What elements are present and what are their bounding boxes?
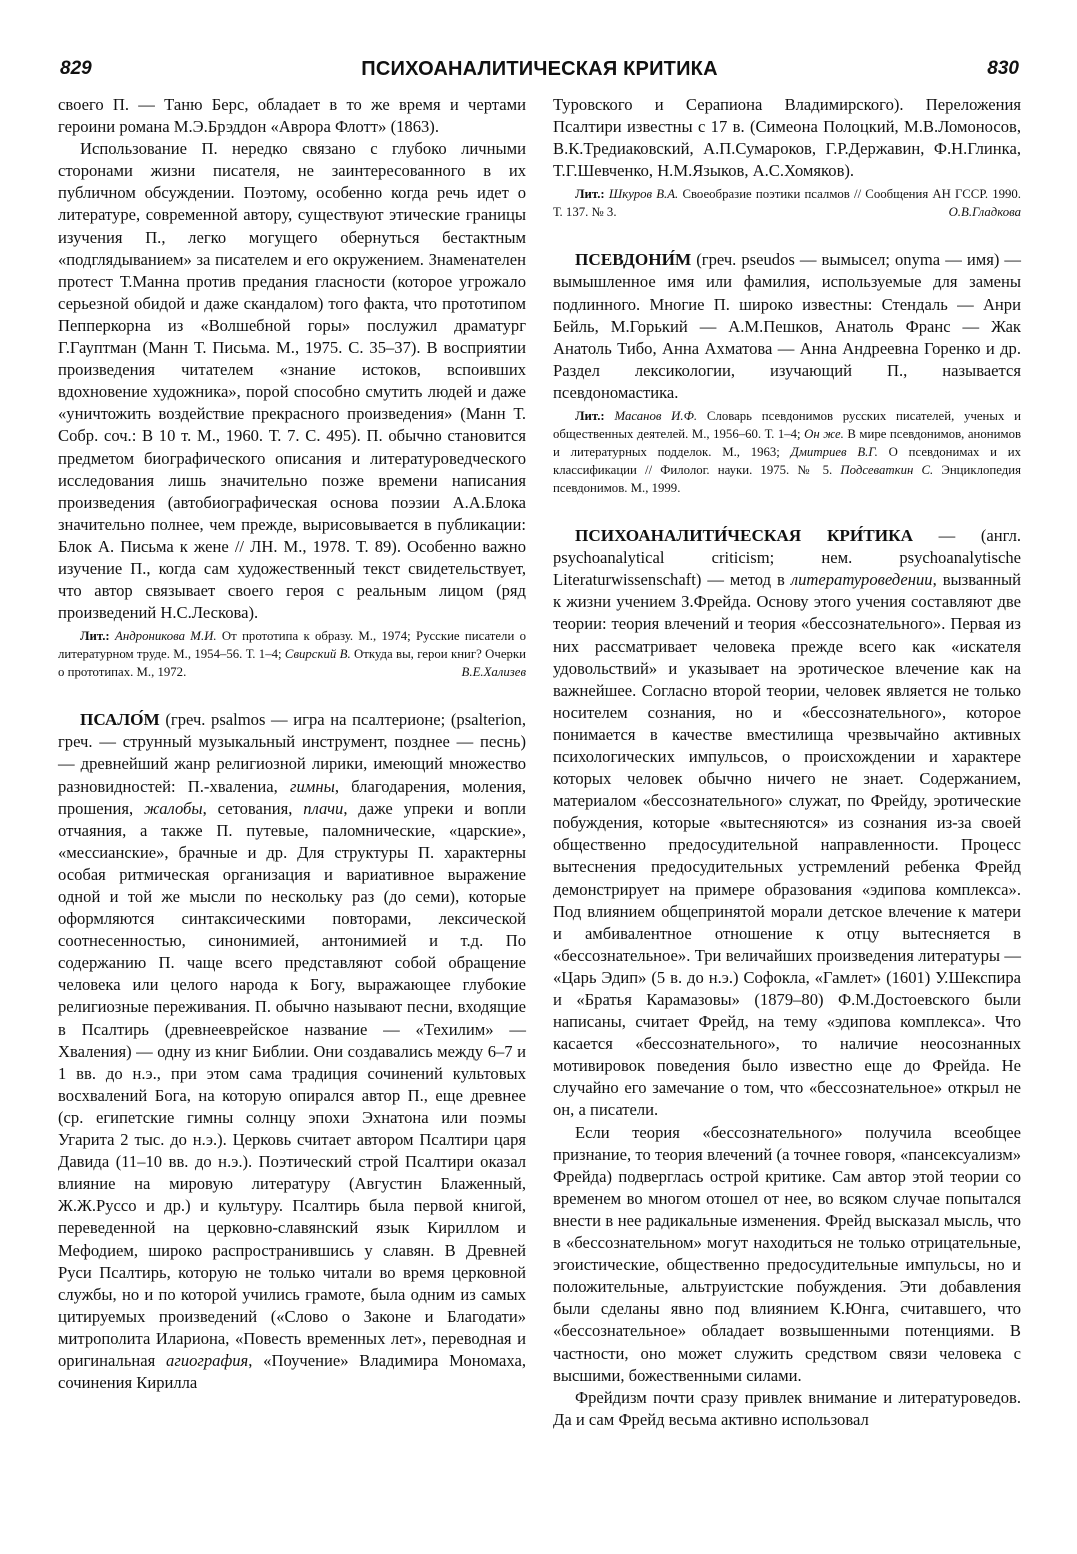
lit-label: Лит.: — [80, 629, 110, 644]
entry-psalom — [58, 709, 526, 1394]
page-number-right: 830 — [987, 58, 1019, 79]
page-number-left: 829 — [60, 58, 92, 79]
lit-author-ref: Он же. — [804, 427, 844, 442]
lit-author-ref: Масанов И.Ф. — [614, 409, 698, 424]
paragraph: своего П. — Таню Берс, обладает в то же время и чертами героини романа М.Э.Брэддон «Аврора Флотт» (1863). — [58, 95, 526, 137]
lit-author-ref: Свирский В. — [284, 647, 351, 662]
entry-text: , сетования, — [202, 798, 304, 818]
right-column — [553, 94, 1021, 1431]
cross-ref: плачи — [303, 798, 344, 818]
headword: ПСЕВДОНИ́М — [575, 250, 692, 270]
cross-ref: жалобы — [144, 798, 203, 818]
entry-text: , «Поучение» Владимира Мономаха, сочинения Кирилла — [58, 1350, 526, 1393]
headword: ПСАЛО́М — [80, 710, 160, 730]
running-head: ПСИХОАНАЛИТИЧЕСКАЯ КРИТИКА — [361, 58, 718, 80]
lit-text: Словарь псевдонимов русских писателей, ученых и общественных деятелей. М., 1956–60. Т. 1–4; — [553, 409, 1022, 442]
cross-ref: литературоведении — [790, 570, 933, 590]
left-column — [58, 94, 526, 1394]
entry-text: (греч. pseudos — вымысел; onyma — имя) — вымышленное имя или фамилия, используемые для замены подлинного. Многие П. широко известны: Стендаль — Анри Бейль, М.Горький — А.М.Пешков, Анатоль Франс — Жак Анатоль Тибо, Анна Ахматова — Анна Андреевна Горенко и др. Раздел лексикологии, изучающий П., называется псевдономастика. — [553, 250, 1021, 402]
lit-label: Лит.: — [575, 409, 605, 424]
entry-psychoanalytic-criticism — [553, 525, 1021, 1122]
entry-text: , вызванный к жизни учением З.Фрейда. Основу этого учения составляют две теории: теория влечений и теория «бессознательного». Первая из них рассматривает человека прежде всего как «искателя удовольствий» и указывает на эротическое влечение как на важнейшее. Согласно второй теории, человек является не только носителем сознания, но и «бессознательного», которое понимается в качестве вместилища чрезвычайно активных психологических импульсов, о происхождении и характере которых человек обычно ничего не знает. Содержанием, материалом «бессознательного» служат, по Фрейду, эротические побуждения, которые «вытесняются» из сознания из-за своей общественно предосудительной направленности. Процесс вытеснения предосудительных устремлений ребенка Фрейд демонстрирует на примере образования «эдипова комплекса». Под влиянием общепринятой морали детское влечение к матери и амбивалентное отношение к отцу вытесняется в «бессознательное». Три величайших произведения литературы — «Царь Эдип» (5 в. до н.э.) Софокла, «Гамлет» (1601) У.Шекспира и «Братья Карамазовы» (1879–80) Ф.М.Достоевского были написаны, считает Фрейд, на тему «эдипова комплекса». Что касается «бессознательного», то наличие неосознанных мотивировок поведения было известно еще до Фрейда. Не случайно его замечание о том, что «бессознательное» открыл не он, а писатели. — [553, 570, 1022, 1120]
paragraph: Если теория «бессознательного» получила всеобщее признание, то теория влечений (а точнее говоря, «пансексуализм» Фрейда) подверглась острой критике. Сам автор этой теории со временем во многом отошел от нее, во всяком случае попытался внести в нее радикальные изменения. Фрейд высказал мысль, что в «бессознательном» могут находиться не только отрицательные, эгоистические, общественно предосудительные импульсы, но и положительные, альтруистские побуждения. Эти добавления были сделаны явно под влиянием К.Юнга, считавшего, что «бессознательное» обладает возвышенными потенциями. В частности, оно может служить средством связи человека с высшими, божественными силами. — [553, 1122, 1021, 1385]
entry-text: , благодарения, моления, прошения, — [58, 776, 526, 818]
article-author: О.В.Гладкова — [948, 205, 1021, 220]
lit-author-ref: Андроникова М.И. — [115, 629, 217, 644]
article-author: В.Е.Хализев — [461, 665, 526, 680]
paragraph: Использование П. нередко связано с глубоко личными сторонами жизни писателя, не заинтересованного в их публичном обсуждении. Поэтому, особенно когда речь идет о литературе, современной автору, существуют этические границы изучения П., легко могущего обернуться бестактным «подглядыванием» за писателем и его окружением. Знаменателен протест Т.Манна против предания гласности (которое угрожало серьезной обидой и даже скандалом) того факта, что прототипом Пепперкорна из «Волшебной горы» послужил драматург Г.Гауптман (Манн Т. Письма. М., 1975. С. 35–37). В восприятии произведения читателем «знание истоков, вспоивших вдохновение художника», порой способно смутить людей и даже «уничтожить воздействие прекрасного произведения» (Манн Т. Собр. соч.: В 10 т. М., 1960. Т. 7. С. 495). П. обычно становится предметом биографического описания и литературоведческого исследования лишь значительно позже времени написания произведения (автобиографическая основа поэзии А.А.Блока значительно полнее, чем прежде, вырисовывается в публикации: Блок А. Письма к жене // ЛН. М., 1978. Т. 89). Особенно важно изучение П., когда сам художественный текст свидетельствует, что автор связывает своего героя с реальным лицом (ряд произведений Н.С.Лескова). — [58, 139, 526, 623]
entry-psevdonim — [553, 249, 1021, 404]
cross-ref: агиография — [166, 1350, 249, 1370]
cross-ref: гимны — [289, 776, 335, 796]
lit-text: Откуда вы, герои книг? Очерки о прототипах. М., 1972. — [58, 647, 526, 680]
entry-text: , даже упреки и вопли отчаяния, а также П. путевые, паломнические, «царские», «мессианские», брачные и др. Для структуры П. характерны особая ритмическая организация и вариативное выражение одной и той же мысли по нескольку раз (до семи), которые оформляются синтаксическими повторами, лексической соотнесенностью, синонимией, антонимией и т.д. По содержанию П. чаще всего представляют собой обращение человека или целого народа к Богу, выражающее глубокие религиозные переживания. П. обычно называют песни, входящие в Псалтирь (древнееврейское название — «Техилим» — Хваления) — одну из книг Библии. Они создавались между 6–7 и 1 вв. до н.э., при этом сама традиция сочинений культовых восхвалений Бога, на которую опирался автор П., еще древнее (ср. египетские гимны солнцу эпохи Эхнатона или поэмы Угарита 2 тыс. до н.э.). Церковь считает автором Псалтири царя Давида (11–10 вв. до н.э.). Поэтический строй Псалтири оказал влияние на мировую литературу (Августин Блаженный, Ж.Ж.Руссо и др.) и культуру. Псалтирь была первой книгой, переведенной на церковно-славянский язык Кириллом и Мефодием, широко распространившись у славян. В Древней Руси Псалтирь, которую не только читали во время церковной службы, но и по которой учились грамоте, была одним из самых цитируемых произведений («Слово о Законе и Благодати» митрополита Илариона, «Повесть временных лет», переводная и оригинальная — [58, 798, 526, 1370]
entry-text: (греч. psalmos — игра на псалтерионе; (psalterion, греч. — струнный музыкальный инструмент, позднее — песнь) — древнейший жанр религиозной лирики, имеющий множество разновидностей: П.-хвалениа, — [58, 710, 526, 796]
headword: ПСИХОАНАЛИТИ́ЧЕСКАЯ КРИ́ТИКА — [575, 526, 913, 546]
literature-note — [553, 185, 1021, 221]
lit-text: Своеобразие поэтики псалмов // Сообщения АН ГССР. 1990. Т. 137. № 3. — [553, 187, 1022, 220]
lit-author-ref: Дмитриев В.Г. — [790, 445, 878, 460]
literature-note — [58, 627, 526, 681]
entry-text: — (англ. psychoanalytical criticism; нем. psychoanalytische Literaturwissenschaft) — метод в — [553, 526, 1022, 590]
page-header — [60, 58, 1019, 86]
lit-author-ref: Шкуров В.А. — [608, 187, 679, 202]
paragraph: Туровского и Серапиона Владимирского). Переложения Псалтири известны с 17 в. (Симеона Полоцкий, М.В.Ломоносов, В.К.Тредиаковский, А.П.Сумароков, Г.Р.Державин, Ф.Н.Глинка, Т.Г.Шевченко, Н.М.Языков, А.С.Хомяков). — [553, 95, 1021, 181]
paragraph: Фрейдизм почти сразу привлек внимание и литературоведов. Да и сам Фрейд весьма активно использовал — [553, 1387, 1021, 1429]
lit-text: О псевдонимах и их классификации // Филолог. науки. 1975. № 5. — [553, 445, 1022, 478]
lit-text: Энциклопедия псевдонимов. М., 1999. — [553, 463, 1021, 496]
lit-label: Лит.: — [575, 187, 605, 202]
literature-note — [553, 407, 1021, 497]
lit-author-ref: Подсеваткин С. — [840, 463, 934, 478]
lit-text: От прототипа к образу. М., 1974; Русские писатели о литературном труде. М., 1954–56. Т. 1–4; — [58, 629, 527, 662]
lit-text: В мире псевдонимов, анонимов и литературных подделок. М., 1963; — [553, 427, 1022, 460]
